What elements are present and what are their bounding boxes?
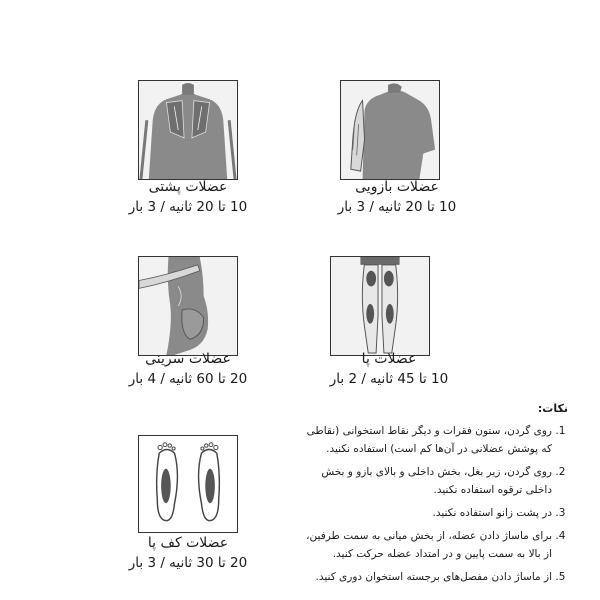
exercise-title: عضلات پا <box>361 351 417 367</box>
exercise-dose: 10 تا 20 ثانیه / 3 بار <box>337 199 457 215</box>
exercise-dose: 20 تا 30 ثانیه / 3 بار <box>128 555 248 571</box>
exercise-title: عضلات سرینی <box>145 351 231 367</box>
arm-muscles-illustration <box>340 80 440 180</box>
note-item: 3. در پشت زانو استفاده نکنید. <box>296 504 552 522</box>
exercise-dose: 20 تا 60 ثانیه / 4 بار <box>128 371 248 387</box>
leg-muscles-illustration <box>330 256 430 356</box>
sole-muscles-caption <box>113 534 263 572</box>
note-item: 4. برای ماساژ دادن عضله، از بخش میانی به سمت طرفین، از بالا به سمت پایین و در امتداد عضله حرکت کنید. <box>296 527 552 563</box>
sole-muscles-illustration <box>138 435 238 533</box>
back-muscles-illustration <box>138 80 238 180</box>
back-muscles-caption <box>113 178 263 216</box>
arm-muscles-caption <box>322 178 472 216</box>
exercise-dose: 10 تا 20 ثانیه / 3 بار <box>128 199 248 215</box>
exercise-dose: 10 تا 45 ثانیه / 2 بار <box>329 371 449 387</box>
gluteal-muscles-caption <box>113 350 263 388</box>
note-item: 1. روی گردن، ستون فقرات و دیگر نقاط استخوانی (نقاطی که پوشش عضلانی در آن‌ها کم است) استفاده نکنید. <box>296 422 552 458</box>
note-item: 5. از ماساژ دادن مفصل‌های برجسته استخوان دوری کنید. <box>296 568 552 586</box>
note-item: 2. روی گردن، زیر بغل، بخش داخلی و بالای بازو و بخش داخلی ترقوه استفاده نکنید. <box>296 463 552 499</box>
leg-muscles-caption <box>314 350 464 388</box>
notes-heading: نکات: <box>537 402 568 415</box>
notes-section <box>296 400 568 591</box>
notes-list <box>296 422 568 586</box>
gluteal-muscles-illustration <box>138 256 238 356</box>
exercise-title: عضلات کف پا <box>147 535 229 551</box>
exercise-title: عضلات بازویی <box>355 179 439 195</box>
exercise-title: عضلات پشتی <box>148 179 228 195</box>
